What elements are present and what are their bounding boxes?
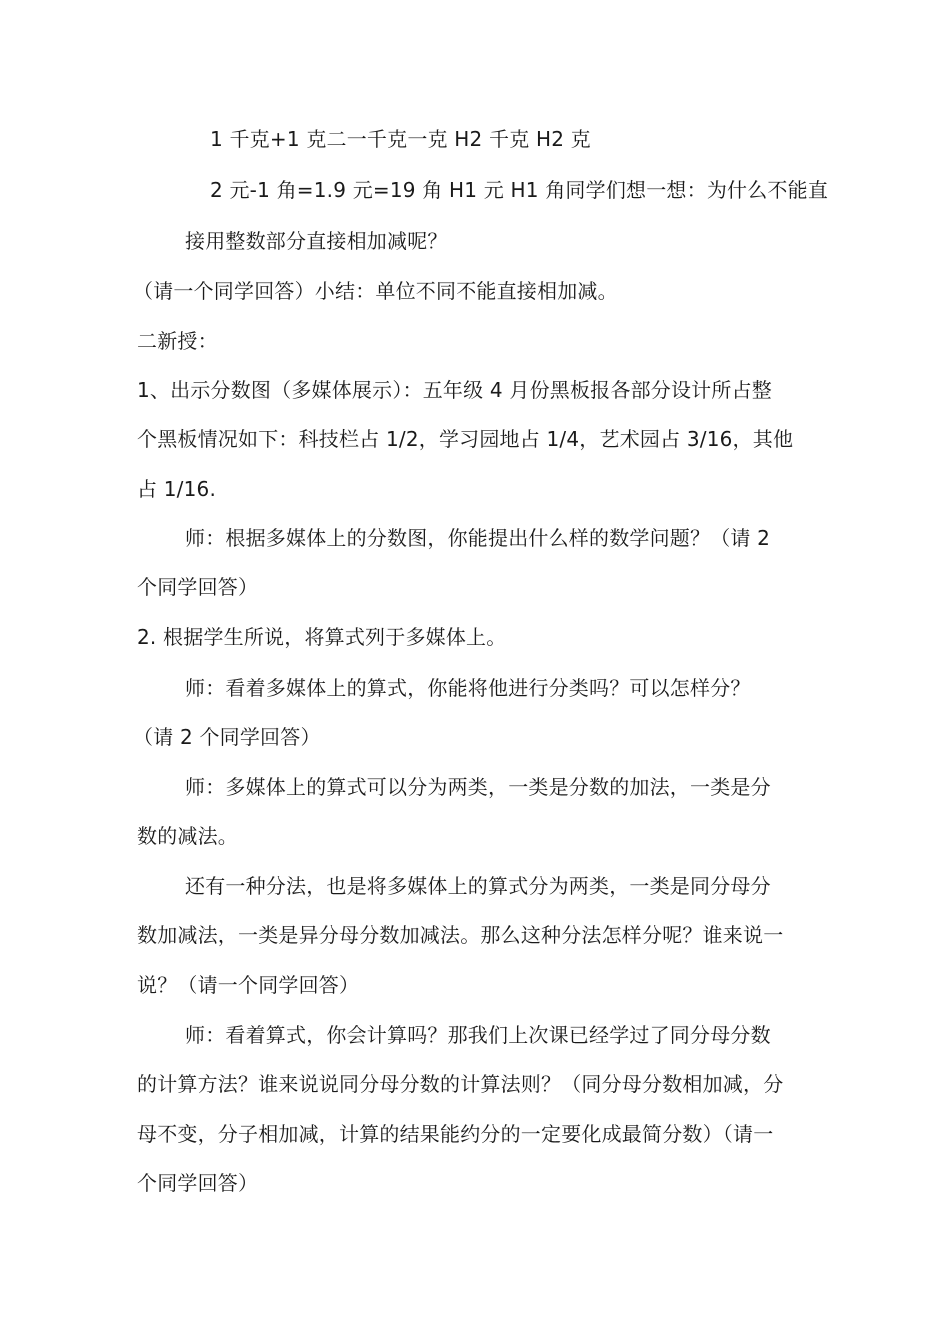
text-line-19: 师：看着算式，你会计算吗？那我们上次课已经学过了同分母分数 xyxy=(185,1023,771,1047)
text-line-6: 1、出示分数图（多媒体展示）：五年级 4 月份黑板报各部分设计所占整 xyxy=(137,378,772,402)
text-line-20: 的计算方法？谁来说说同分母分数的计算法则？（同分母分数相加减，分 xyxy=(137,1072,784,1096)
text-line-16: 还有一种分法，也是将多媒体上的算式分为两类，一类是同分母分 xyxy=(185,874,771,898)
text-line-7: 个黑板情况如下：科技栏占 1/2，学习园地占 1/4，艺术园占 3/16，其他 xyxy=(137,427,794,451)
text-line-11: 2. 根据学生所说，将算式列于多媒体上。 xyxy=(137,625,507,649)
text-line-18: 说？（请一个同学回答） xyxy=(137,973,360,997)
text-line-22: 个同学回答） xyxy=(137,1171,259,1195)
text-line-9: 师：根据多媒体上的分数图，你能提出什么样的数学问题？（请 2 xyxy=(185,526,771,550)
text-line-2: 2 元-1 角=1.9 元=19 角 H1 元 H1 角同学们想一想：为什么不能直 xyxy=(210,178,829,202)
text-line-17: 数加减法，一类是异分母分数加减法。那么这种分法怎样分呢？谁来说一 xyxy=(137,923,784,947)
text-line-1: 1 千克+1 克二一千克一克 H2 千克 H2 克 xyxy=(210,127,591,151)
text-line-4: （请一个同学回答）小结：单位不同不能直接相加减。 xyxy=(133,279,618,303)
text-line-21: 母不变，分子相加减，计算的结果能约分的一定要化成最简分数）（请一 xyxy=(137,1122,774,1146)
text-line-12: 师：看着多媒体上的算式，你能将他进行分类吗？可以怎样分？ xyxy=(185,676,751,700)
text-line-3: 接用整数部分直接相加减呢？ xyxy=(185,229,448,253)
text-line-13: （请 2 个同学回答） xyxy=(133,725,321,749)
text-line-10: 个同学回答） xyxy=(137,575,259,599)
text-line-14: 师：多媒体上的算式可以分为两类，一类是分数的加法，一类是分 xyxy=(185,775,771,799)
section-heading: 二新授： xyxy=(137,329,218,353)
text-line-8: 占 1/16. xyxy=(137,477,217,501)
text-line-15: 数的减法。 xyxy=(137,824,238,848)
